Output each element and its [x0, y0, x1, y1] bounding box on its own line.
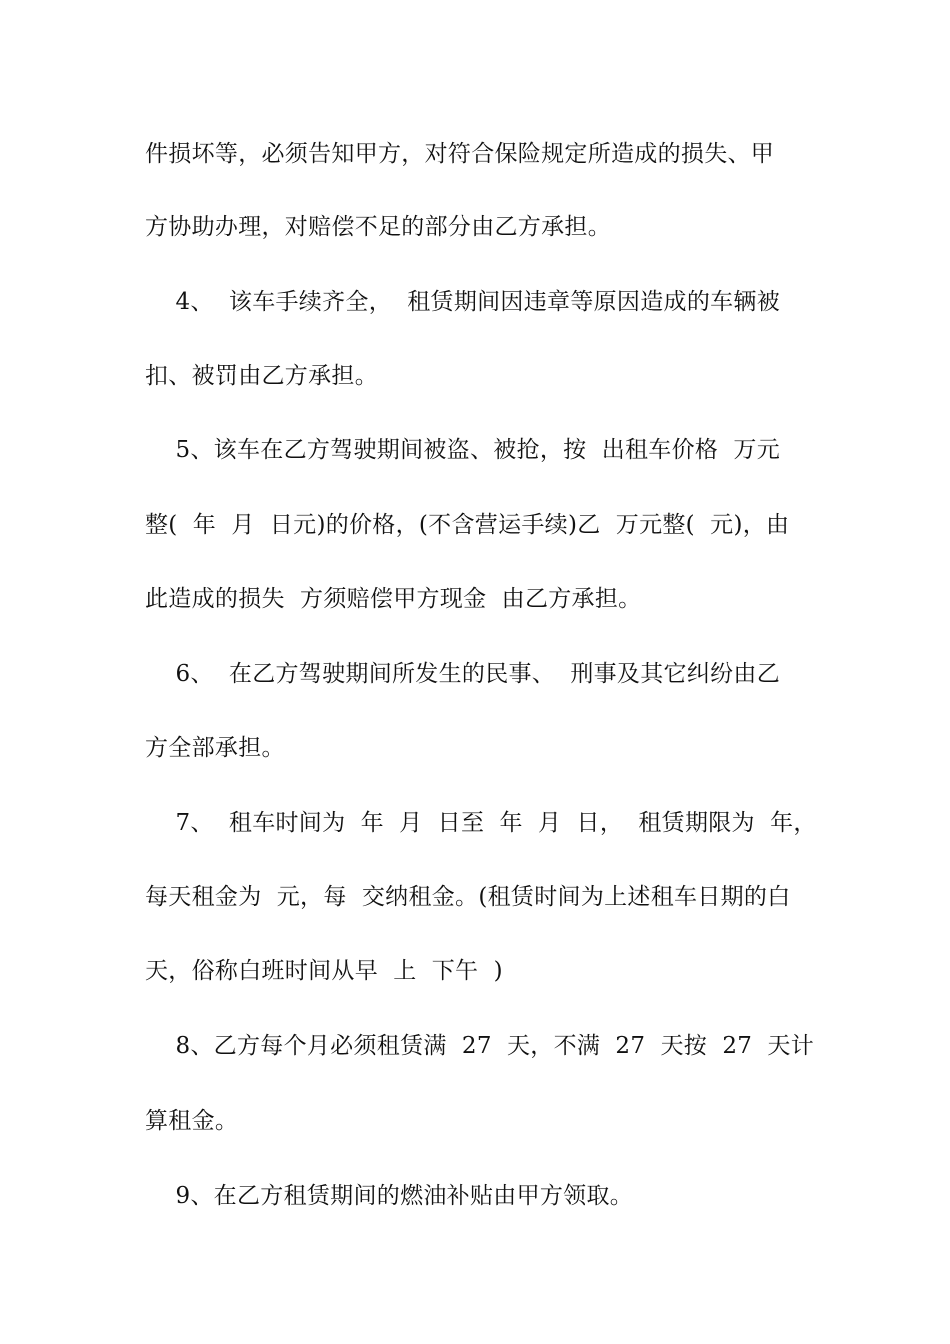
text-line-14: 算租金。	[145, 1108, 239, 1134]
text-line-1: 件损坏等，必须告知甲方，对符合保险规定所造成的损失、甲	[145, 141, 775, 167]
text-line-5: 5、该车在乙方驾驶期间被盗、被抢，按 出租车价格 万元	[145, 437, 781, 463]
text-line-4: 扣、被罚由乙方承担。	[145, 363, 378, 389]
text-line-11: 每天租金为 元，每 交纳租金。(租赁时间为上述租车日期的白	[145, 884, 791, 910]
text-line-7: 此造成的损失 方须赔偿甲方现金 由乙方承担。	[145, 586, 642, 612]
text-line-3: 4、 该车手续齐全， 租赁期间因违章等原因造成的车辆被	[145, 289, 781, 315]
text-line-12: 天，俗称白班时间从早 上 下午 )	[145, 958, 503, 984]
text-line-8: 6、 在乙方驾驶期间所发生的民事、 刑事及其它纠纷由乙	[145, 661, 781, 687]
text-line-10: 7、 租车时间为 年 月 日至 年 月 日， 租赁期限为 年，	[145, 810, 817, 836]
text-line-13: 8、乙方每个月必须租赁满 27 天，不满 27 天按 27 天计	[145, 1033, 815, 1059]
text-line-15: 9、在乙方租赁期间的燃油补贴由甲方领取。	[145, 1183, 634, 1209]
text-line-9: 方全部承担。	[145, 735, 285, 761]
text-line-2: 方协助办理，对赔偿不足的部分由乙方承担。	[145, 214, 611, 240]
text-line-6: 整( 年 月 日元)的价格，(不含营运手续)乙 万元整( 元)，由	[145, 512, 790, 538]
